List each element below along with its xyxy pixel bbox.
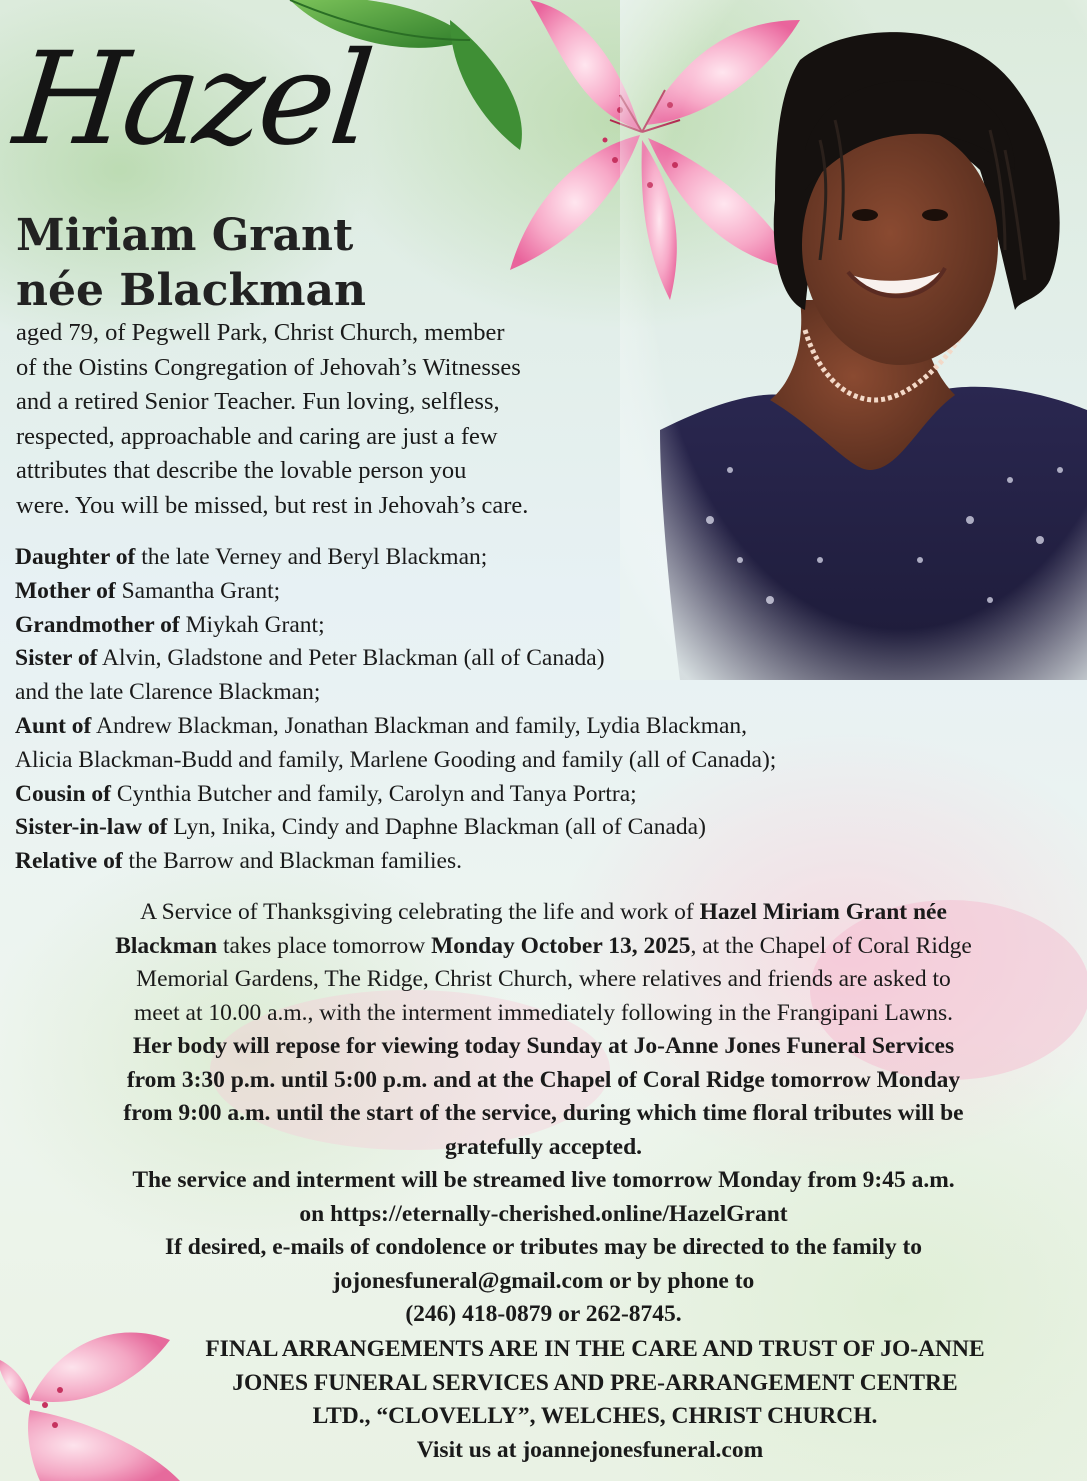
relation-text: Alicia Blackman-Budd and family, Marlene Gooding and family (all of Canada); (15, 746, 777, 773)
relation-text: Lyn, Inika, Cindy and Daphne Blackman (all of Canada) (167, 814, 706, 841)
relation-line (15, 710, 975, 744)
relation-label: Aunt of (15, 712, 92, 739)
relation-line (15, 609, 975, 643)
relation-line (15, 845, 975, 879)
arrangements-line: FINAL ARRANGEMENTS ARE IN THE CARE AND TRUST OF JO-ANNE (205, 1336, 985, 1362)
arrangements-line: LTD., “CLOVELLY”, WELCHES, CHRIST CHURCH. (312, 1403, 878, 1429)
viewing-line: Her body will repose for viewing today Sunday at Jo-Anne Jones Funeral Services (132, 1033, 955, 1059)
service-text: , at the Chapel of Coral Ridge (690, 932, 972, 959)
relation-label: Sister-in-law of (15, 814, 168, 841)
arrangements-line: JONES FUNERAL SERVICES AND PRE-ARRANGEMENT CENTRE (232, 1369, 958, 1396)
relation-label: Mother of (15, 577, 116, 604)
relation-label: Relative of (15, 848, 123, 875)
deceased-surname-bold: Blackman (115, 932, 218, 959)
biography-paragraph (16, 316, 656, 523)
relation-line (15, 676, 975, 710)
contact-line: If desired, e-mails of condolence or tributes may be directed to the family to (164, 1234, 923, 1260)
final-arrangements (100, 1333, 1087, 1467)
service-text: A Service of Thanksgiving celebrating the life and work of (140, 899, 700, 925)
relation-text: Samantha Grant; (115, 577, 281, 604)
bio-line: aged 79, of Pegwell Park, Christ Church, member (16, 319, 505, 346)
relation-text: Cynthia Butcher and family, Carolyn and Tanya Portra; (111, 780, 637, 807)
contact-phone-line: (246) 418-0879 or 262-8745. (405, 1301, 682, 1327)
relation-label: Grandmother of (15, 611, 180, 638)
relation-line (15, 744, 975, 778)
relation-label: Daughter of (15, 544, 136, 570)
maiden-name-line: née Blackman (16, 265, 367, 316)
stream-line: The service and interment will be streamed live tomorrow Monday from 9:45 a.m. (132, 1167, 955, 1193)
relation-line (15, 642, 975, 676)
relation-label: Sister of (15, 645, 98, 672)
viewing-line: gratefully accepted. (444, 1133, 643, 1160)
bio-line: of the Oistins Congregation of Jehovah’s Witnesses (16, 353, 521, 381)
relation-line (15, 575, 975, 609)
relation-text: and the late Clarence Blackman; (15, 679, 321, 706)
bio-line: respected, approachable and caring are just a few (16, 422, 498, 450)
service-line (10, 896, 1077, 930)
relation-line (15, 541, 975, 575)
bio-line: were. You will be missed, but rest in Jehovah’s care. (16, 491, 529, 519)
bio-line: and a retired Senior Teacher. Fun loving, selfless, (16, 388, 500, 415)
full-name-line: Miriam Grant (16, 210, 354, 261)
viewing-line: from 9:00 a.m. until the start of the service, during which time floral tributes will be (123, 1100, 964, 1126)
service-line: Memorial Gardens, The Ridge, Christ Church, where relatives and friends are asked to (136, 966, 951, 992)
relation-line (15, 778, 975, 812)
website-line: Visit us at joannejonesfuneral.com (416, 1436, 764, 1463)
family-relations-list (15, 541, 975, 879)
service-date: Monday October 13, 2025 (431, 932, 691, 959)
service-line: meet at 10.00 a.m., with the interment immediately following in the Frangipani Lawns. (133, 999, 954, 1026)
relation-text: Alvin, Gladstone and Peter Blackman (all of Canada) (97, 645, 605, 672)
service-text: takes place tomorrow (217, 932, 432, 959)
deceased-name-bold: Hazel Miriam Grant née (699, 899, 947, 925)
service-line (10, 930, 1077, 964)
first-name-script: Hazel (8, 25, 376, 174)
relation-label: Cousin of (15, 780, 111, 807)
relation-line (15, 811, 975, 845)
relation-text: Miykah Grant; (179, 611, 325, 638)
viewing-line: from 3:30 p.m. until 5:00 p.m. and at the Chapel of Coral Ridge tomorrow Monday (126, 1066, 961, 1093)
stream-url-line: on https://eternally-cherished.online/HazelGrant (299, 1200, 788, 1227)
bio-line: attributes that describe the lovable person you (16, 457, 467, 484)
contact-email-line: jojonesfuneral@gmail.com or by phone to (332, 1267, 755, 1294)
service-details (10, 896, 1077, 1332)
relation-text: the late Verney and Beryl Blackman; (135, 544, 488, 570)
relation-text: Andrew Blackman, Jonathan Blackman and family, Lydia Blackman, (91, 712, 748, 739)
relation-text: the Barrow and Blackman families. (122, 848, 463, 875)
